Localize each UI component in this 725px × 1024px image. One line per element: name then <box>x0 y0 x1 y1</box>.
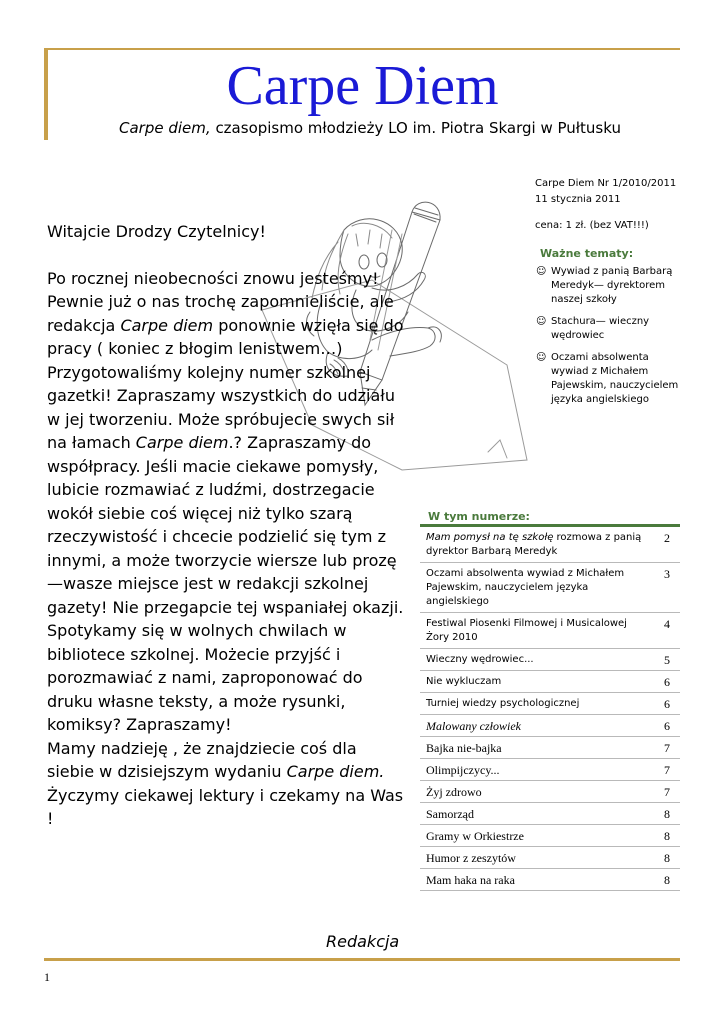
table-row[interactable] <box>420 715 680 737</box>
toc-page: 7 <box>646 781 680 803</box>
header-rule <box>44 48 680 50</box>
table-row[interactable] <box>420 781 680 803</box>
toc-page: 4 <box>646 613 680 649</box>
issue-price: cena: 1 zł. (bez VAT!!!) <box>535 220 649 231</box>
toc-entry[interactable]: Mam pomysł na tę szkołę rozmowa z panią dyrektor Barbarą Meredyk <box>420 527 646 563</box>
toc-page: 8 <box>646 869 680 891</box>
intro-paragraph: Po rocznej nieobecności znowu jesteśmy! Pewnie już o nas trochę zapomnieliście, ale redakcja Carpe diem ponownie wzięła się do pracy ( koniec z błogim lenistwem…) Przygotowaliśmy kolejny numer szkolnej gazetki! Zapraszamy wszystkich do udziału w jej tworzeniu. Może spróbujecie swych sił na łamach Carpe diem.? Zapraszamy do współpracy. Jeśli macie ciekawe pomysły, lubicie rozmawiać z ludźmi, dostrzegacie wokół siebie coś więcej niż tylko szarą rzeczywistość i chcecie podzielić się tym z innymi, a może tworzycie wiersze lub prozę —wasze miejsce jest w redakcji szkolnej gazety! Nie przegapcie tej wspaniałej okazji. Spotykamy się w wolnych chwilach w bibliotece szkolnej. Możecie przyjść i porozmawiać z nami, zaproponować do druku własne teksty, a może rysunki, komiksy? Zapraszamy! <box>47 268 404 734</box>
table-row[interactable] <box>420 693 680 715</box>
subtitle-italic: Carpe diem, <box>119 119 211 137</box>
list-item: ☺ Stachura— wieczny wędrowiec <box>536 316 650 341</box>
important-topics-title: Ważne tematy: <box>540 247 634 260</box>
list-item: ☺ Oczami absolwenta wywiad z Michałem Pajewskim, nauczycielem języka angielskiego <box>536 352 679 405</box>
issue-date: 11 stycznia 2011 <box>535 194 621 205</box>
toc-entry[interactable]: Olimpijczycy... <box>420 759 646 781</box>
table-row[interactable] <box>420 527 680 563</box>
toc-page: 6 <box>646 715 680 737</box>
toc-entry[interactable]: Turniej wiedzy psychologicznej <box>420 693 646 715</box>
masthead-subtitle <box>60 118 680 138</box>
page-number: 1 <box>44 970 50 984</box>
greeting: Witajcie Drodzy Czytelnicy! <box>47 222 266 241</box>
table-row[interactable] <box>420 847 680 869</box>
toc-entry[interactable]: Malowany człowiek <box>420 715 646 737</box>
toc-page: 3 <box>646 563 680 613</box>
table-row[interactable] <box>420 759 680 781</box>
intro-paragraph: Życzymy ciekawej lektury i czekamy na Was ! <box>47 785 404 828</box>
table-row[interactable] <box>420 803 680 825</box>
toc-page: 2 <box>646 527 680 563</box>
toc-entry[interactable]: Bajka nie-bajka <box>420 737 646 759</box>
toc-page: 8 <box>646 803 680 825</box>
toc-entry[interactable]: Samorząd <box>420 803 646 825</box>
table-row[interactable] <box>420 671 680 693</box>
toc-entry[interactable]: Żyj zdrowo <box>420 781 646 803</box>
table-row[interactable] <box>420 737 680 759</box>
toc-entry[interactable]: Humor z zeszytów <box>420 847 646 869</box>
table-row[interactable] <box>420 869 680 891</box>
toc-page: 6 <box>646 671 680 693</box>
toc-entry[interactable]: Wieczny wędrowiec... <box>420 649 646 671</box>
list-item: ☺ Wywiad z panią Barbarą Meredyk— dyrektorem naszej szkoły <box>536 266 673 305</box>
issue-info <box>535 176 676 208</box>
table-of-contents <box>420 524 680 891</box>
smiley-icon: ☺ <box>536 316 547 327</box>
toc-entry[interactable]: Gramy w Orkiestrze <box>420 825 646 847</box>
toc-page: 5 <box>646 649 680 671</box>
intro-paragraph: Mamy nadzieję , że znajdziecie coś dla siebie w dzisiejszym wydaniu Carpe diem. <box>47 738 385 781</box>
intro-article <box>47 220 407 831</box>
smiley-icon: ☺ <box>536 352 547 363</box>
footer-rule <box>44 958 680 961</box>
toc-entry[interactable]: Oczami absolwenta wywiad z Michałem Pajewskim, nauczycielem języka angielskiego <box>420 563 646 613</box>
toc-page: 6 <box>646 693 680 715</box>
toc-title: W tym numerze: <box>428 510 530 523</box>
toc-page: 7 <box>646 759 680 781</box>
toc-page: 8 <box>646 847 680 869</box>
issue-number: Carpe Diem Nr 1/2010/2011 <box>535 178 677 189</box>
toc-entry[interactable]: Nie wykluczam <box>420 671 646 693</box>
masthead-title: Carpe Diem <box>226 55 499 117</box>
toc-entry[interactable]: Festiwal Piosenki Filmowej i Musicalowej Żory 2010 <box>420 613 646 649</box>
toc-page: 8 <box>646 825 680 847</box>
important-topics-list <box>536 265 686 415</box>
table-row[interactable] <box>420 649 680 671</box>
table-row[interactable] <box>420 563 680 613</box>
table-row[interactable] <box>420 613 680 649</box>
smiley-icon: ☺ <box>536 266 547 277</box>
toc-page: 7 <box>646 737 680 759</box>
subtitle-text: czasopismo młodzieży LO im. Piotra Skargi w Pułtusku <box>210 119 621 137</box>
toc-entry[interactable]: Mam haka na raka <box>420 869 646 891</box>
signature: Redakcja <box>326 932 400 951</box>
table-row[interactable] <box>420 825 680 847</box>
toc-table <box>420 527 680 891</box>
